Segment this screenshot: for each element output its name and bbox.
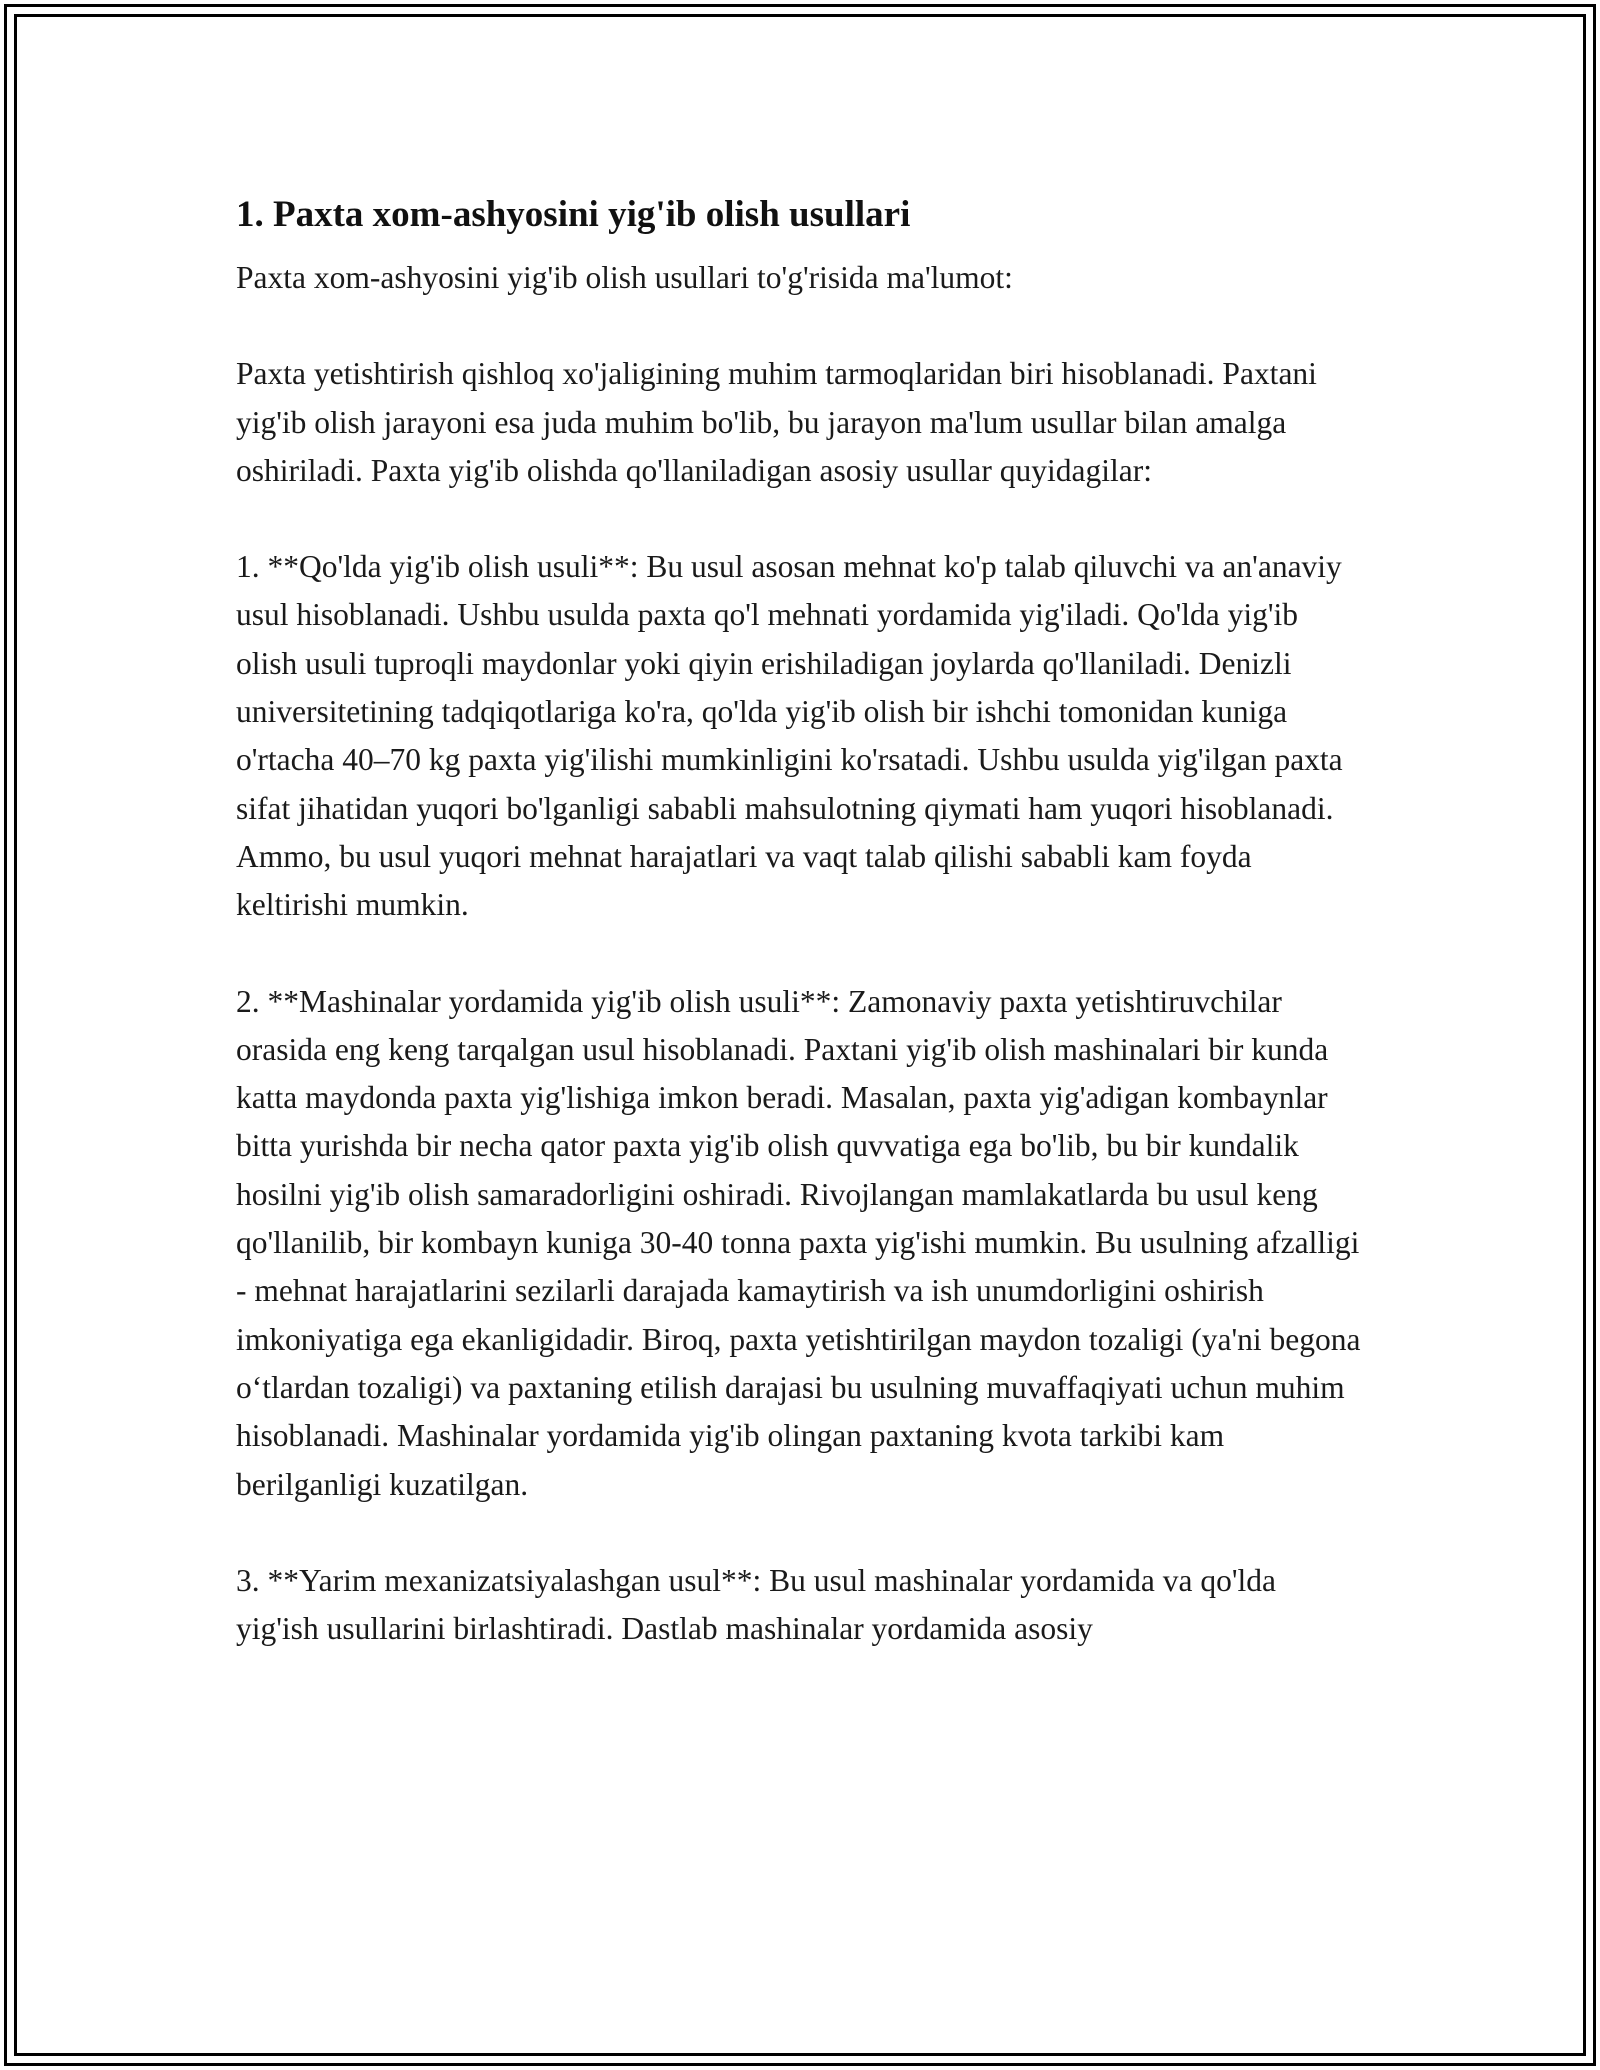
paragraph-machine-harvesting: 2. **Mashinalar yordamida yig'ib olish usuli**: Zamonaviy paxta yetishtiruvchilar orasida eng keng tarqalgan usul hisoblanadi. Paxtani yig'ib olish mashinalari bir kunda katta maydonda paxta yig'lishiga imkon beradi. Masalan, paxta yig'adigan kombaynlar bitta yurishda bir necha qator paxta yig'ib olish quvvatiga ega bo'lib, bu bir kundalik hosilni yig'ib olish samaradorligini oshiradi. Rivojlangan mamlakatlarda bu usul keng qo'llanilib, bir kombayn kuniga 30-40 tonna paxta yig'ishi mumkin. Bu usulning afzalligi - mehnat harajatlarini sezilarli darajada kamaytirish va ish unumdorligini oshirish imkoniyatiga ega ekanligidadir. Biroq, paxta yetishtirilgan maydon tozaligi (ya'ni begona o‘tlardan tozaligi) va paxtaning etilish darajasi bu usulning muvaffaqiyati uchun muhim hisoblanadi. Mashinalar yordamida yig'ib olingan paxtaning kvota tarkibi kam berilganligi kuzatilgan. [236, 983, 1361, 1502]
paragraph-manual-harvesting: 1. **Qo'lda yig'ib olish usuli**: Bu usul asosan mehnat ko'p talab qiluvchi va an'anaviy usul hisoblanadi. Ushbu usulda paxta qo'l mehnati yordamida yig'iladi. Qo'lda yig'ib olish usuli tuproqli maydonlar yoki qiyin erishiladigan joylarda qo'llaniladi. Denizli universitetining tadqiqotlariga ko'ra, qo'lda yig'ib olish bir ishchi tomonidan kuniga o'rtacha 40–70 kg paxta yig'ilishi mumkinligini ko'rsatadi. Ushbu usulda yig'ilgan paxta sifat jihatidan yuqori bo'lganligi sababli mahsulotning qiymati ham yuqori hisoblanadi. Ammo, bu usul yuqori mehnat harajatlari va vaqt talab qilishi sababli kam foyda keltirishi mumkin. [236, 549, 1343, 923]
intro-paragraph: Paxta xom-ashyosini yig'ib olish usullari to'g'risida ma'lumot: [236, 260, 1013, 295]
document-body [236, 182, 1366, 1701]
paragraph-semi-mechanized: 3. **Yarim mexanizatsiyalashgan usul**: Bu usul mashinalar yordamida va qo'lda yig'ish usullarini birlashtiradi. Dastlab mashinalar yordamida asosiy [236, 1562, 1277, 1647]
paragraph-overview: Paxta yetishtirish qishloq xo'jaligining muhim tarmoqlaridan biri hisoblanadi. Paxtani yig'ib olish jarayoni esa juda muhim bo'lib, bu jarayon ma'lum usullar bilan amalga oshiriladi. Paxta yig'ib olishda qo'llaniladigan asosiy usullar quyidagilar: [236, 356, 1317, 488]
document-title: 1. Paxta xom-ashyosini yig'ib olish usullari [236, 194, 911, 235]
